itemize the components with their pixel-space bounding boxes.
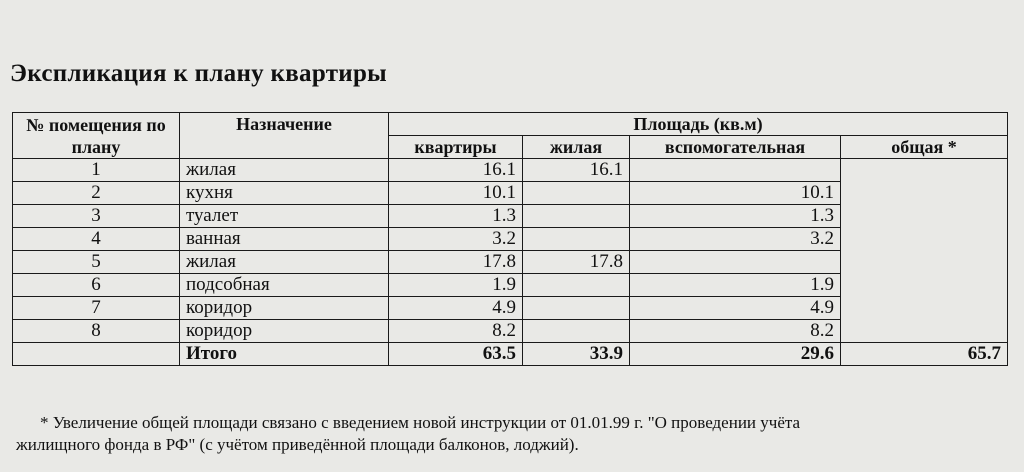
room-no: 4 — [13, 228, 180, 251]
room-purpose: жилая — [180, 159, 389, 182]
header-auxiliary: вспомогательная — [630, 136, 841, 159]
room-purpose: туалет — [180, 205, 389, 228]
area-total-empty — [841, 159, 1008, 343]
room-no: 3 — [13, 205, 180, 228]
total-apartment: 63.5 — [389, 343, 523, 366]
footnote — [16, 412, 1000, 456]
room-purpose: жилая — [180, 251, 389, 274]
room-no: 1 — [13, 159, 180, 182]
header-purpose: Назначение — [180, 113, 389, 159]
area-apartment: 3.2 — [389, 228, 523, 251]
total-living: 33.9 — [523, 343, 630, 366]
area-auxiliary: 3.2 — [630, 228, 841, 251]
room-purpose: подсобная — [180, 274, 389, 297]
room-no: 2 — [13, 182, 180, 205]
area-auxiliary: 1.9 — [630, 274, 841, 297]
area-living: 17.8 — [523, 251, 630, 274]
area-living — [523, 205, 630, 228]
area-living — [523, 228, 630, 251]
area-apartment: 16.1 — [389, 159, 523, 182]
room-purpose: ванная — [180, 228, 389, 251]
header-apartment: квартиры — [389, 136, 523, 159]
header-living: жилая — [523, 136, 630, 159]
area-auxiliary: 1.3 — [630, 205, 841, 228]
area-apartment: 1.3 — [389, 205, 523, 228]
document-title: Экспликация к плану квартиры — [10, 60, 388, 87]
room-purpose: кухня — [180, 182, 389, 205]
area-auxiliary: 10.1 — [630, 182, 841, 205]
totals-row — [13, 343, 1008, 366]
totals-label: Итого — [180, 343, 389, 366]
area-living — [523, 182, 630, 205]
header-room-no: № помещения по плану — [13, 113, 180, 159]
room-purpose: коридор — [180, 320, 389, 343]
area-apartment: 8.2 — [389, 320, 523, 343]
room-no: 5 — [13, 251, 180, 274]
header-total: общая * — [841, 136, 1008, 159]
totals-empty-cell — [13, 343, 180, 366]
area-living — [523, 274, 630, 297]
area-living — [523, 320, 630, 343]
total-auxiliary: 29.6 — [630, 343, 841, 366]
header-row-1 — [13, 113, 1008, 136]
area-auxiliary — [630, 159, 841, 182]
footnote-line-2: жилищного фонда в РФ" (с учётом приведённой площади балконов, лоджий). — [16, 435, 579, 454]
area-apartment: 4.9 — [389, 297, 523, 320]
area-apartment: 10.1 — [389, 182, 523, 205]
area-living — [523, 297, 630, 320]
total-overall: 65.7 — [841, 343, 1008, 366]
table-row — [13, 159, 1008, 182]
area-living: 16.1 — [523, 159, 630, 182]
room-no: 8 — [13, 320, 180, 343]
area-auxiliary — [630, 251, 841, 274]
room-purpose: коридор — [180, 297, 389, 320]
room-no: 6 — [13, 274, 180, 297]
area-apartment: 17.8 — [389, 251, 523, 274]
explication-table — [12, 112, 1008, 366]
header-area-group: Площадь (кв.м) — [389, 113, 1008, 136]
room-no: 7 — [13, 297, 180, 320]
area-auxiliary: 4.9 — [630, 297, 841, 320]
footnote-line-1: * Увеличение общей площади связано с введением новой инструкции от 01.01.99 г. "О проведении учёта — [40, 413, 801, 432]
area-apartment: 1.9 — [389, 274, 523, 297]
area-auxiliary: 8.2 — [630, 320, 841, 343]
